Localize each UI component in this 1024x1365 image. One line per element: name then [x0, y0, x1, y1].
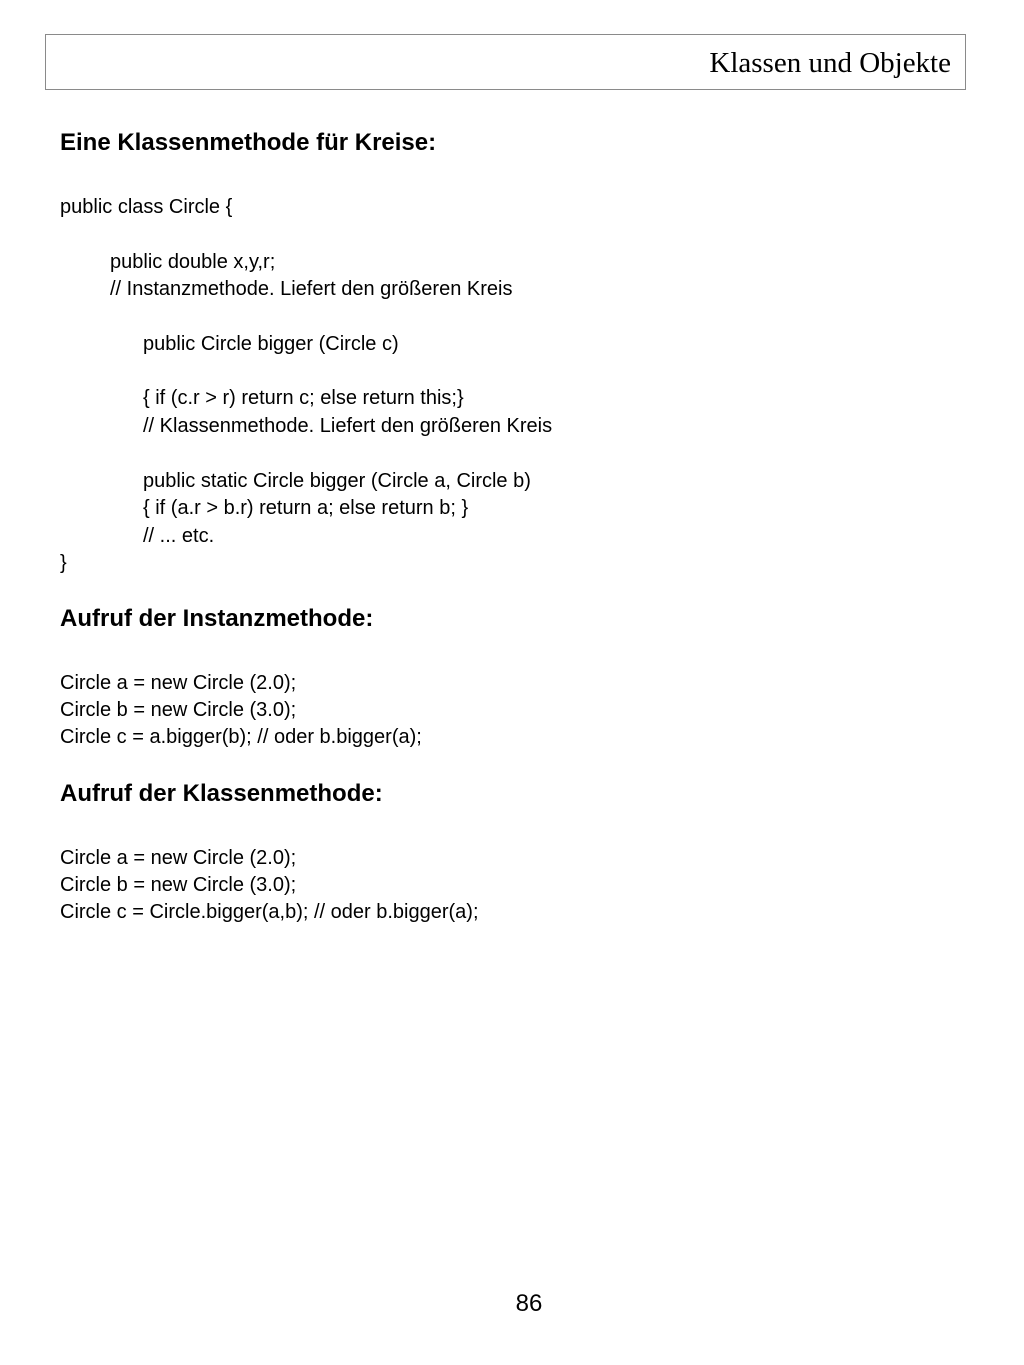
code-line: public static Circle bigger (Circle a, Circle b) — [143, 470, 531, 492]
code-line: Circle b = new Circle (3.0); — [60, 699, 297, 721]
code-line: { if (a.r > b.r) return a; else return b; } — [143, 497, 469, 519]
code-line: Circle a = new Circle (2.0); — [60, 847, 297, 869]
section-heading-instanzmethode-aufruf: Aufruf der Instanzmethode: — [60, 605, 374, 632]
code-line: public double x,y,r; — [110, 251, 276, 273]
page-number: 86 — [515, 1290, 543, 1317]
code-line: Circle a = new Circle (2.0); — [60, 672, 297, 694]
code-line: public class Circle { — [60, 196, 233, 218]
code-line: } — [60, 552, 67, 574]
code-line: Circle c = a.bigger(b); // oder b.bigger(a); — [60, 726, 422, 748]
section-heading-klassenmethode-aufruf: Aufruf der Klassenmethode: — [60, 780, 383, 807]
code-line: { if (c.r > r) return c; else return this;} — [143, 387, 464, 409]
code-line: public Circle bigger (Circle c) — [143, 333, 399, 355]
code-line: Circle c = Circle.bigger(a,b); // oder b.bigger(a); — [60, 901, 479, 923]
code-comment: // ... etc. — [143, 525, 215, 547]
header-title: Klassen und Objekte — [709, 47, 951, 79]
header-box — [45, 34, 966, 90]
section-heading-klassenmethode: Eine Klassenmethode für Kreise: — [60, 129, 437, 156]
code-comment: // Instanzmethode. Liefert den größeren Kreis — [110, 278, 513, 300]
code-comment: // Klassenmethode. Liefert den größeren Kreis — [143, 415, 553, 437]
code-line: Circle b = new Circle (3.0); — [60, 874, 297, 896]
